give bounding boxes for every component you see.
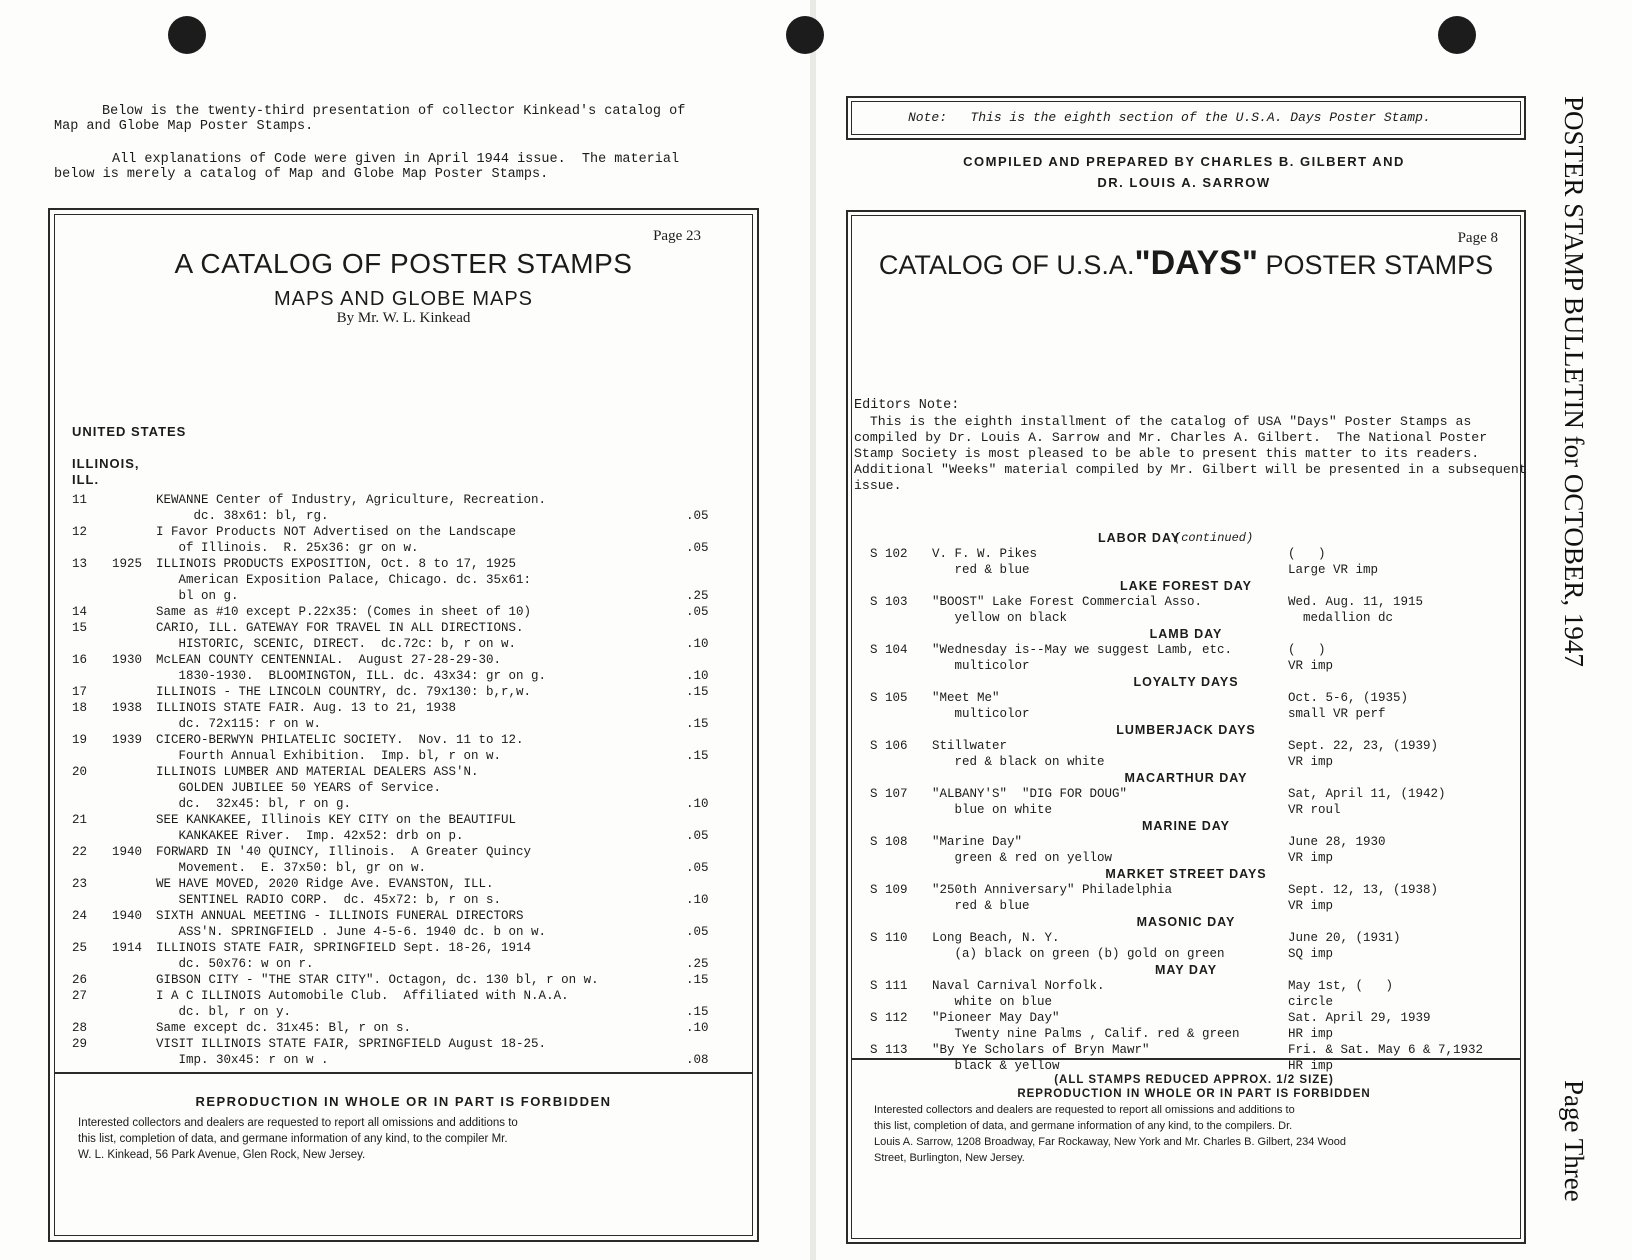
item-year: 1940 (112, 909, 143, 923)
stamp-description: "ALBANY'S" "DIG FOR DOUG" (932, 787, 1128, 801)
stamp-detail-row (848, 658, 1524, 674)
day-heading-text: MARINE DAY (1141, 819, 1231, 833)
item-description: KANKAKEE River. Imp. 42x52: drb on p. (156, 829, 464, 843)
catalog-row (50, 492, 757, 508)
item-price: .15 (686, 973, 709, 987)
catalog-row (50, 668, 757, 684)
day-heading (848, 962, 1524, 978)
stamp-row (848, 786, 1524, 802)
stamp-format: Large VR imp (1288, 563, 1379, 577)
day-heading-text: LABOR DAY (1098, 531, 1181, 545)
footer-note: (ALL STAMPS REDUCED APPROX. 1/2 SIZE) (1054, 1074, 1334, 1086)
item-price: .05 (686, 829, 709, 843)
day-heading-text: LAMB DAY (1149, 627, 1223, 641)
catalog-row (50, 796, 757, 812)
stamp-info: ( ) (1288, 643, 1326, 657)
footer-left (78, 1094, 729, 1163)
day-heading (848, 722, 1524, 738)
item-price: .10 (686, 797, 709, 811)
stamp-detail-row (848, 802, 1524, 818)
intro-paragraph-2: All explanations of Code were given in April 1944 issue. The material below is merely a catalog of Map and Globe Map Poster Stamps. (54, 152, 680, 182)
item-price: .25 (686, 957, 709, 971)
day-heading-text: LUMBERJACK DAYS (1116, 723, 1256, 737)
item-number: 27 (72, 989, 88, 1003)
item-price: .05 (686, 861, 709, 875)
compiled-by-line-2: DR. LOUIS A. SARROW (1097, 175, 1271, 190)
stamp-detail: blue on white (932, 803, 1053, 817)
item-description: Movement. E. 37x50: bl, gr on w. (156, 861, 427, 875)
stamp-description: "Meet Me" (932, 691, 1000, 705)
item-price: .15 (686, 717, 709, 731)
side-page-number: Page Three (1559, 1080, 1589, 1202)
stamp-number: S 106 (870, 739, 908, 753)
note-text: Note: This is the eighth section of the U.S.A. Days Poster Stamp. (908, 110, 1431, 125)
section-heading: UNITED STATES (72, 424, 187, 439)
stamp-row (848, 882, 1524, 898)
item-number: 16 (72, 653, 88, 667)
stamp-detail: multicolor (932, 659, 1030, 673)
stamp-detail: red & blue (932, 899, 1030, 913)
day-heading-text: LAKE FOREST DAY (1120, 579, 1252, 593)
stamp-number: S 107 (870, 787, 908, 801)
stamp-info: Fri. & Sat. May 6 & 7,1932 (1288, 1043, 1484, 1057)
stamp-info: June 20, (1931) (1288, 931, 1401, 945)
stamp-detail: Twenty nine Palms , Calif. red & green (932, 1027, 1240, 1041)
item-price: .08 (686, 1053, 709, 1067)
stamp-format: medallion dc (1288, 611, 1394, 625)
left-page (0, 0, 810, 1260)
item-number: 20 (72, 765, 88, 779)
stamp-format: VR imp (1288, 851, 1334, 865)
item-description: GOLDEN JUBILEE 50 YEARS of Service. (156, 781, 442, 795)
item-number: 15 (72, 621, 88, 635)
item-number: 17 (72, 685, 88, 699)
item-number: 12 (72, 525, 88, 539)
stamp-detail-row (848, 850, 1524, 866)
stamp-row (848, 594, 1524, 610)
stamp-info: Sat. April 29, 1939 (1288, 1011, 1431, 1025)
day-heading-text: MARKET STREET DAYS (1105, 867, 1267, 881)
catalog-row (50, 700, 757, 716)
item-description: ILLINOIS LUMBER AND MATERIAL DEALERS ASS'N. (156, 765, 479, 779)
catalog-row (50, 764, 757, 780)
item-description: CICERO-BERWYN PHILATELIC SOCIETY. Nov. 11 to 12. (156, 733, 524, 747)
item-price: .10 (686, 637, 709, 651)
item-description: ILLINOIS PRODUCTS EXPOSITION, Oct. 8 to 17, 1925 (156, 557, 517, 571)
catalog-list-right (848, 530, 1524, 1073)
binder-hole-right (1438, 16, 1476, 54)
footer-title: REPRODUCTION IN WHOLE OR IN PART IS FORBIDDEN (195, 1094, 612, 1109)
state-abbreviation: ILL. (72, 472, 100, 487)
stamp-detail-row (848, 946, 1524, 962)
stamp-info: Wed. Aug. 11, 1915 (1288, 595, 1424, 609)
bulletin-side-title: POSTER STAMP BULLETIN for OCTOBER, 1947 (1559, 96, 1589, 667)
stamp-detail: yellow on black (932, 611, 1068, 625)
catalog-row (50, 684, 757, 700)
catalog-row (50, 988, 757, 1004)
item-description: 1830-1930. BLOOMINGTON, ILL. dc. 43x34: gr on g. (156, 669, 547, 683)
stamp-number: S 113 (870, 1043, 908, 1057)
catalog-row (50, 588, 757, 604)
page-label-right: Page 8 (1457, 230, 1498, 246)
stamp-description: V. F. W. Pikes (932, 547, 1038, 561)
stamp-info: Oct. 5-6, (1935) (1288, 691, 1409, 705)
catalog-box-right (846, 210, 1526, 1244)
stamp-format: small VR perf (1288, 707, 1386, 721)
day-heading-text: LOYALTY DAYS (1133, 675, 1239, 689)
catalog-row (50, 844, 757, 860)
item-price: .05 (686, 541, 709, 555)
catalog-title-right (848, 244, 1524, 283)
catalog-row (50, 540, 757, 556)
stamp-description: Long Beach, N. Y. (932, 931, 1060, 945)
stamp-description: "250th Anniversary" Philadelphia (932, 883, 1173, 897)
stamp-row (848, 690, 1524, 706)
catalog-row (50, 572, 757, 588)
item-description: CARIO, ILL. GATEWAY FOR TRAVEL IN ALL DIRECTIONS. (156, 621, 524, 635)
day-heading-text: MAY DAY (1154, 963, 1218, 977)
footer-right (874, 1074, 1514, 1166)
day-heading (848, 770, 1524, 786)
catalog-row (50, 908, 757, 924)
day-heading-note: (continued) (1174, 531, 1254, 545)
stamp-detail: red & black on white (932, 755, 1105, 769)
catalog-row (50, 748, 757, 764)
item-year: 1925 (112, 557, 143, 571)
stamp-description: Stillwater (932, 739, 1008, 753)
item-description: I Favor Products NOT Advertised on the Landscape (156, 525, 517, 539)
day-heading (848, 866, 1524, 882)
item-number: 22 (72, 845, 88, 859)
stamp-info: Sat, April 11, (1942) (1288, 787, 1446, 801)
catalog-list-left (50, 492, 757, 1067)
item-description: Imp. 30x45: r on w . (156, 1053, 329, 1067)
item-year: 1930 (112, 653, 143, 667)
item-description: ILLINOIS STATE FAIR, SPRINGFIELD Sept. 18-26, 1914 (156, 941, 532, 955)
stamp-detail-row (848, 562, 1524, 578)
page-label: Page 23 (653, 228, 701, 244)
item-price: .05 (686, 509, 709, 523)
item-description: bl on g. (156, 589, 239, 603)
stamp-info: ( ) (1288, 547, 1326, 561)
item-description: KEWANNE Center of Industry, Agriculture, Recreation. (156, 493, 547, 507)
stamp-format: VR imp (1288, 659, 1334, 673)
footer-text: Interested collectors and dealers are requested to report all omissions and additions to this list, completion of data, and germane information of any kind, to the compiler Mr. W. L. Kinkead, 56 Park Avenue, Glen Rock, New Jersey. (78, 1117, 518, 1161)
catalog-row (50, 716, 757, 732)
stamp-row (848, 1010, 1524, 1026)
day-heading-text: MASONIC DAY (1136, 915, 1236, 929)
item-description: dc. bl, r on y. (156, 1005, 292, 1019)
item-year: 1939 (112, 733, 143, 747)
catalog-row (50, 1036, 757, 1052)
stamp-number: S 110 (870, 931, 908, 945)
stamp-detail-row (848, 1058, 1524, 1074)
stamp-row (848, 978, 1524, 994)
stamp-info: Sept. 12, 13, (1938) (1288, 883, 1439, 897)
item-description: ASS'N. SPRINGFIELD . June 4-5-6. 1940 dc. b on w. (156, 925, 547, 939)
state-heading: ILLINOIS, (72, 456, 140, 471)
item-number: 23 (72, 877, 88, 891)
item-number: 14 (72, 605, 88, 619)
item-description: SIXTH ANNUAL MEETING - ILLINOIS FUNERAL DIRECTORS (156, 909, 524, 923)
item-description: Fourth Annual Exhibition. Imp. bl, r on w. (156, 749, 502, 763)
stamp-detail-row (848, 610, 1524, 626)
stamp-description: "Wednesday is--May we suggest Lamb, etc. (932, 643, 1233, 657)
catalog-row (50, 876, 757, 892)
item-number: 26 (72, 973, 88, 987)
day-heading (848, 914, 1524, 930)
intro (54, 104, 754, 182)
footer-title-right: REPRODUCTION IN WHOLE OR IN PART IS FORBIDDEN (1017, 1088, 1371, 1100)
catalog-box-left (48, 208, 759, 1242)
title-days: "DAYS" (1134, 244, 1259, 282)
editors-note-text: This is the eighth installment of the catalog of USA "Days" Poster Stamps as compiled by Dr. Louis A. Sarrow and Mr. Charles A. Gilbert. The National Poster Stamp Society is most pleased to be able to present this matter to its readers. Additional "Weeks" material compiled by Mr. Gilbert will be presented in a subsequent issue. (854, 414, 1527, 493)
stamp-format: VR imp (1288, 755, 1334, 769)
item-description: Same as #10 except P.22x35: (Comes in sheet of 10) (156, 605, 532, 619)
item-number: 24 (72, 909, 88, 923)
item-number: 18 (72, 701, 88, 715)
compiled-by-line-1: COMPILED AND PREPARED BY CHARLES B. GILBERT AND (963, 154, 1405, 169)
item-description: GIBSON CITY - "THE STAR CITY". Octagon, dc. 130 bl, r on w. (156, 973, 599, 987)
day-heading (848, 626, 1524, 642)
item-number: 11 (72, 493, 88, 507)
footer-divider-right (851, 1058, 1521, 1060)
binder-hole-left (168, 16, 206, 54)
item-description: SEE KANKAKEE, Illinois KEY CITY on the BEAUTIFUL (156, 813, 517, 827)
stamp-info: June 28, 1930 (1288, 835, 1386, 849)
stamp-number: S 108 (870, 835, 908, 849)
catalog-row (50, 652, 757, 668)
catalog-row (50, 780, 757, 796)
item-description: ILLINOIS - THE LINCOLN COUNTRY, dc. 79x130: b,r,w. (156, 685, 532, 699)
note-box (846, 96, 1526, 140)
item-price: .05 (686, 605, 709, 619)
item-price: .25 (686, 589, 709, 603)
item-description: Same except dc. 31x45: Bl, r on s. (156, 1021, 412, 1035)
catalog-row (50, 860, 757, 876)
stamp-format: HR imp (1288, 1059, 1334, 1073)
stamp-number: S 102 (870, 547, 908, 561)
stamp-number: S 111 (870, 979, 908, 993)
item-year: 1940 (112, 845, 143, 859)
stamp-format: SQ imp (1288, 947, 1334, 961)
item-number: 29 (72, 1037, 88, 1051)
item-description: FORWARD IN '40 QUINCY, Illinois. A Greater Quincy (156, 845, 532, 859)
item-description: dc. 50x76: w on r. (156, 957, 314, 971)
item-price: .15 (686, 749, 709, 763)
item-price: .15 (686, 685, 709, 699)
title-part-1: CATALOG OF U.S.A. (878, 250, 1135, 280)
stamp-detail: black & yellow (932, 1059, 1060, 1073)
stamp-description: "BOOST" Lake Forest Commercial Asso. (932, 595, 1203, 609)
catalog-row (50, 732, 757, 748)
stamp-number: S 104 (870, 643, 908, 657)
item-description: of Illinois. R. 25x36: gr on w. (156, 541, 419, 555)
stamp-description: "Marine Day" (932, 835, 1023, 849)
footer-divider (54, 1072, 753, 1074)
stamp-row (848, 642, 1524, 658)
stamp-detail: (a) black on green (b) gold on green (932, 947, 1225, 961)
stamp-row (848, 738, 1524, 754)
catalog-row (50, 636, 757, 652)
item-price: .05 (686, 925, 709, 939)
item-description: HISTORIC, SCENIC, DIRECT. dc.72c: b, r on w. (156, 637, 517, 651)
item-description: WE HAVE MOVED, 2020 Ridge Ave. EVANSTON, ILL. (156, 877, 494, 891)
item-number: 19 (72, 733, 88, 747)
stamp-number: S 105 (870, 691, 908, 705)
item-year: 1914 (112, 941, 143, 955)
item-year: 1938 (112, 701, 143, 715)
stamp-row (848, 1042, 1524, 1058)
stamp-number: S 112 (870, 1011, 908, 1025)
day-heading (848, 530, 1524, 546)
catalog-row (50, 828, 757, 844)
byline: By Mr. W. L. Kinkead (336, 310, 471, 326)
item-description: dc. 72x115: r on w. (156, 717, 322, 731)
catalog-row (50, 604, 757, 620)
stamp-detail-row (848, 754, 1524, 770)
item-number: 28 (72, 1021, 88, 1035)
catalog-title: A CATALOG OF POSTER STAMPS (174, 248, 633, 279)
item-description: SENTINEL RADIO CORP. dc. 45x72: b, r on s. (156, 893, 502, 907)
catalog-row (50, 620, 757, 636)
item-description: VISIT ILLINOIS STATE FAIR, SPRINGFIELD August 18-25. (156, 1037, 547, 1051)
catalog-row (50, 924, 757, 940)
catalog-row (50, 1052, 757, 1068)
day-heading (848, 818, 1524, 834)
catalog-row (50, 508, 757, 524)
stamp-detail: white on blue (932, 995, 1053, 1009)
stamp-format: HR imp (1288, 1027, 1334, 1041)
editors-note-heading: Editors Note: (854, 398, 960, 413)
catalog-row (50, 812, 757, 828)
stamp-detail: multicolor (932, 707, 1030, 721)
catalog-row (50, 972, 757, 988)
catalog-row (50, 940, 757, 956)
item-description: McLEAN COUNTY CENTENNIAL. August 27-28-29-30. (156, 653, 502, 667)
stamp-description: "Pioneer May Day" (932, 1011, 1060, 1025)
item-number: 13 (72, 557, 88, 571)
stamp-format: circle (1288, 995, 1334, 1009)
stamp-detail: green & red on yellow (932, 851, 1113, 865)
binder-hole-center (786, 16, 824, 54)
catalog-row (50, 524, 757, 540)
catalog-row (50, 1020, 757, 1036)
item-price: .10 (686, 669, 709, 683)
stamp-detail-row (848, 1026, 1524, 1042)
item-number: 21 (72, 813, 88, 827)
day-heading (848, 674, 1524, 690)
stamp-info: May 1st, ( ) (1288, 979, 1394, 993)
item-price: .10 (686, 1021, 709, 1035)
item-description: American Exposition Palace, Chicago. dc. 35x61: (156, 573, 532, 587)
day-heading-text: MACARTHUR DAY (1124, 771, 1248, 785)
item-number: 25 (72, 941, 88, 955)
stamp-format: VR imp (1288, 899, 1334, 913)
stamp-row (848, 834, 1524, 850)
intro-paragraph-1: Below is the twenty-third presentation of collector Kinkead's catalog of Map and Globe Map Poster Stamps. (54, 104, 686, 134)
stamp-format: VR roul (1288, 803, 1341, 817)
stamp-number: S 103 (870, 595, 908, 609)
item-description: dc. 38x61: bl, rg. (156, 509, 329, 523)
catalog-subtitle: MAPS AND GLOBE MAPS (273, 288, 534, 310)
stamp-row (848, 546, 1524, 562)
stamp-description: Naval Carnival Norfolk. (932, 979, 1105, 993)
catalog-row (50, 892, 757, 908)
item-description: dc. 32x45: bl, r on g. (156, 797, 352, 811)
catalog-row (50, 956, 757, 972)
item-description: ILLINOIS STATE FAIR. Aug. 13 to 21, 1938 (156, 701, 457, 715)
day-heading (848, 578, 1524, 594)
title-part-2: POSTER STAMPS (1258, 250, 1494, 280)
stamp-detail: red & blue (932, 563, 1030, 577)
stamp-number: S 109 (870, 883, 908, 897)
item-price: .10 (686, 893, 709, 907)
stamp-detail-row (848, 898, 1524, 914)
stamp-row (848, 930, 1524, 946)
stamp-detail-row (848, 706, 1524, 722)
footer-text-right: Interested collectors and dealers are requested to report all omissions and additions to this list, completion of data, and germane information of any kind, to the compilers. Dr. Louis A. Sarrow, 1208 Broadway, Far Rockaway, New York and Mr. Charles B. Gilbert, 234 Wood Street, Burlington, New Jersey. (874, 1104, 1347, 1164)
catalog-row (50, 556, 757, 572)
item-description: I A C ILLINOIS Automobile Club. Affiliated with N.A.A. (156, 989, 569, 1003)
catalog-row (50, 1004, 757, 1020)
stamp-description: "By Ye Scholars of Bryn Mawr" (932, 1043, 1150, 1057)
item-price: .15 (686, 1005, 709, 1019)
right-page (816, 0, 1632, 1260)
stamp-info: Sept. 22, 23, (1939) (1288, 739, 1439, 753)
stamp-detail-row (848, 994, 1524, 1010)
